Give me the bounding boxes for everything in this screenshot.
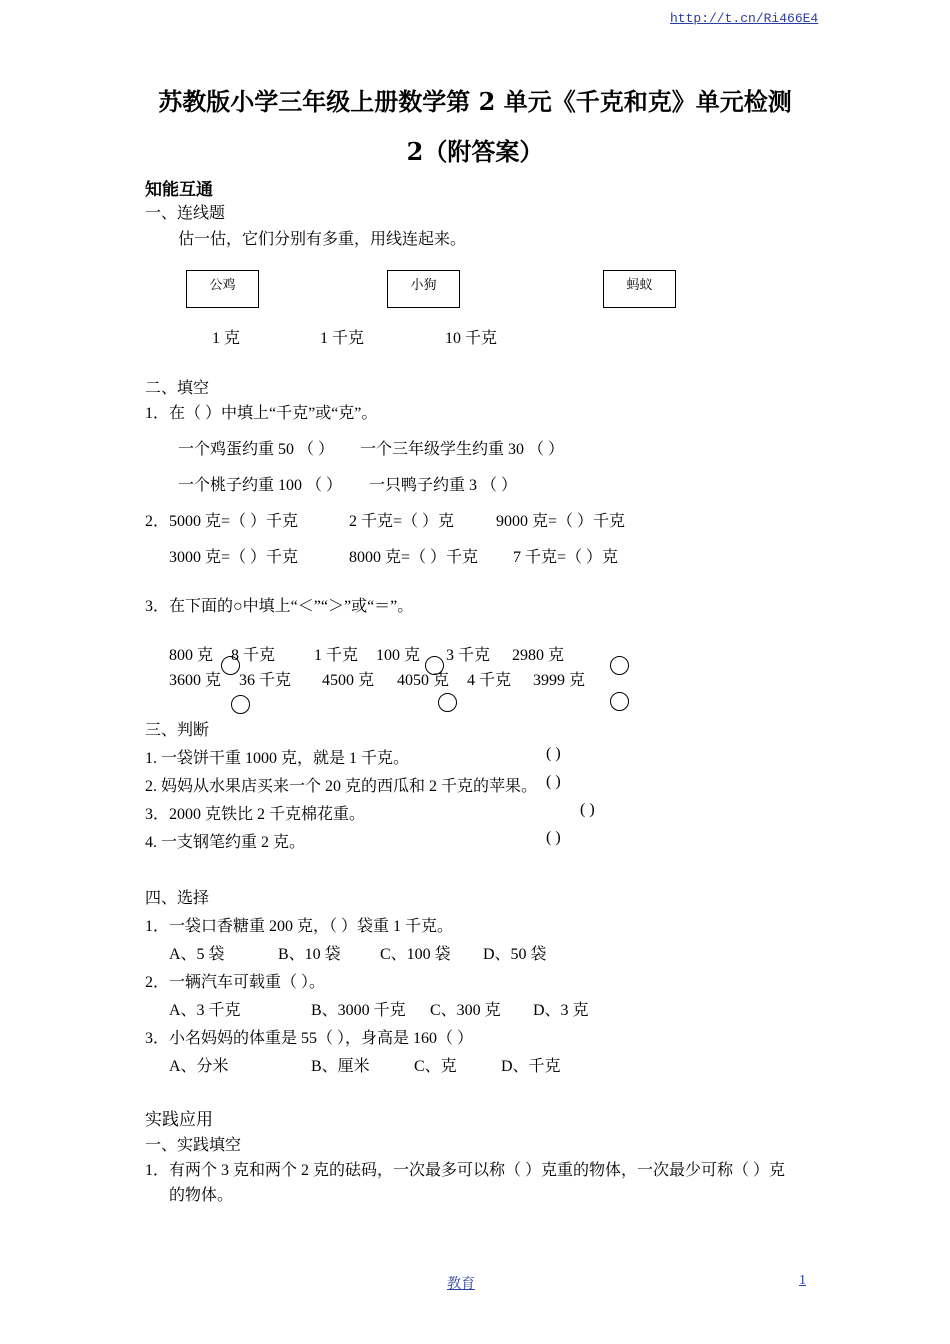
fill-q2-r1b: 2 千克=（ ）克 <box>349 513 455 530</box>
judge-item-3-text: 3．2000 克铁比 2 千克棉花重。 <box>145 806 366 823</box>
choice-q1-option-a[interactable]: A、5 袋 <box>169 946 225 963</box>
section1-title: 一、连线题 <box>145 205 226 222</box>
compare-r1-c: 1 千克 <box>314 647 359 664</box>
choice-q2-option-a[interactable]: A、3 千克 <box>169 1002 241 1019</box>
compare-circle-5[interactable] <box>438 693 457 712</box>
compare-circle-1[interactable] <box>221 656 240 675</box>
box-ant-label: 蚂蚁 <box>626 277 653 292</box>
section3-title: 三、判断 <box>145 722 210 739</box>
section2-title: 二、填空 <box>145 380 210 397</box>
compare-r2-f: 3999 克 <box>533 672 586 689</box>
fill-q2-r1c: 9000 克=（ ）千克 <box>496 513 626 530</box>
fill-q2-r2b: 8000 克=（ ）千克 <box>349 549 479 566</box>
fill-q1-stem: 1．在（ ）中填上“千克”或“克”。 <box>145 405 378 422</box>
practice-section-title: 一、实践填空 <box>145 1137 242 1154</box>
fill-q1-student: 一个三年级学生约重 30 （ ） <box>360 441 565 458</box>
section1-instruction: 估一估，它们分别有多重，用线连起来。 <box>178 231 467 248</box>
fill-q2-r2a: 3000 克=（ ）千克 <box>169 549 299 566</box>
box-ant <box>603 270 676 308</box>
compare-r2-b: 36 千克 <box>239 672 292 689</box>
box-rooster-label: 公鸡 <box>209 277 236 292</box>
compare-circle-2[interactable] <box>425 656 444 675</box>
choice-q1-option-d[interactable]: D、50 袋 <box>483 946 547 963</box>
fill-q1-egg: 一个鸡蛋约重 50 （ ） <box>178 441 335 458</box>
box-puppy <box>387 270 460 308</box>
choice-q2-stem: 2．一辆汽车可载重（ ）。 <box>145 974 326 991</box>
page-title-line2: 2（附答案） <box>406 137 544 166</box>
choice-q2-option-d[interactable]: D、3 克 <box>533 1002 589 1019</box>
page-number: 1 <box>799 1273 806 1288</box>
compare-r1-f: 2980 克 <box>512 647 565 664</box>
practice-q1-line1: 1．有两个 3 克和两个 2 克的砝码，一次最多可以称（ ）克重的物体，一次最少可称（ ）克 <box>145 1162 786 1179</box>
part1-heading: 知能互通 <box>145 180 213 200</box>
compare-r1-e: 3 千克 <box>446 647 491 664</box>
fill-q2-number: 2． <box>145 513 170 530</box>
judge-item-1-text: 1. 一袋饼干重 1000 克，就是 1 千克。 <box>145 750 410 767</box>
weight-option-1g: 1 克 <box>212 330 241 347</box>
fill-q1-peach: 一个桃子约重 100 （ ） <box>178 477 343 494</box>
compare-circle-3[interactable] <box>610 656 629 675</box>
box-puppy-label: 小狗 <box>410 277 437 292</box>
compare-r1-b: 8 千克 <box>231 647 276 664</box>
compare-r2-c: 4500 克 <box>322 672 375 689</box>
section4-title: 四、选择 <box>145 890 210 907</box>
compare-circle-4[interactable] <box>231 695 250 714</box>
choice-q3-stem: 3．小名妈妈的体重是 55（ ），身高是 160（ ） <box>145 1030 474 1047</box>
compare-r2-a: 3600 克 <box>169 672 222 689</box>
choice-q1-stem: 1．一袋口香糖重 200 克，（ ）袋重 1 千克。 <box>145 918 454 935</box>
choice-q3-option-b[interactable]: B、厘米 <box>311 1058 370 1075</box>
compare-r2-e: 4 千克 <box>467 672 512 689</box>
choice-q1-option-b[interactable]: B、10 袋 <box>278 946 341 963</box>
choice-q2-option-b[interactable]: B、3000 千克 <box>311 1002 406 1019</box>
judge-item-3-paren[interactable]: ( ) <box>580 801 595 818</box>
compare-circle-6[interactable] <box>610 692 629 711</box>
fill-q3-stem: 3．在下面的○中填上“＜”“＞”或“＝”。 <box>145 598 414 615</box>
choice-q1-option-c[interactable]: C、100 袋 <box>380 946 451 963</box>
fill-q2-r1a: 5000 克=（ ）千克 <box>169 513 299 530</box>
compare-r1-a: 800 克 <box>169 647 214 664</box>
judge-item-2-paren[interactable]: ( ) <box>546 773 561 790</box>
choice-q2-option-c[interactable]: C、300 克 <box>430 1002 501 1019</box>
choice-q3-option-c[interactable]: C、克 <box>414 1058 457 1075</box>
judge-item-4-text: 4. 一支钢笔约重 2 克。 <box>145 834 306 851</box>
judge-item-1-paren[interactable]: ( ) <box>546 745 561 762</box>
choice-q3-option-d[interactable]: D、千克 <box>501 1058 561 1075</box>
judge-item-2-text: 2. 妈妈从水果店买来一个 20 克的西瓜和 2 千克的苹果。 <box>145 778 538 795</box>
box-rooster <box>186 270 259 308</box>
practice-q1-line2: 的物体。 <box>169 1187 234 1204</box>
judge-item-4-paren[interactable]: ( ) <box>546 829 561 846</box>
fill-q2-r2c: 7 千克=（ ）克 <box>513 549 619 566</box>
fill-q1-duck: 一只鸭子约重 3 （ ） <box>369 477 518 494</box>
part2-heading: 实践应用 <box>145 1110 213 1130</box>
footer-link[interactable]: 教育 <box>447 1277 475 1292</box>
header-url-link[interactable]: http://t.cn/Ri466E4 <box>670 11 819 26</box>
page-title-line1: 苏教版小学三年级上册数学第 2 单元《千克和克》单元检测 <box>158 87 792 116</box>
weight-option-1kg: 1 千克 <box>320 330 365 347</box>
weight-option-10kg: 10 千克 <box>445 330 498 347</box>
compare-r2-d: 4050 克 <box>397 672 450 689</box>
choice-q3-option-a[interactable]: A、分米 <box>169 1058 229 1075</box>
compare-r1-d: 100 克 <box>376 647 421 664</box>
